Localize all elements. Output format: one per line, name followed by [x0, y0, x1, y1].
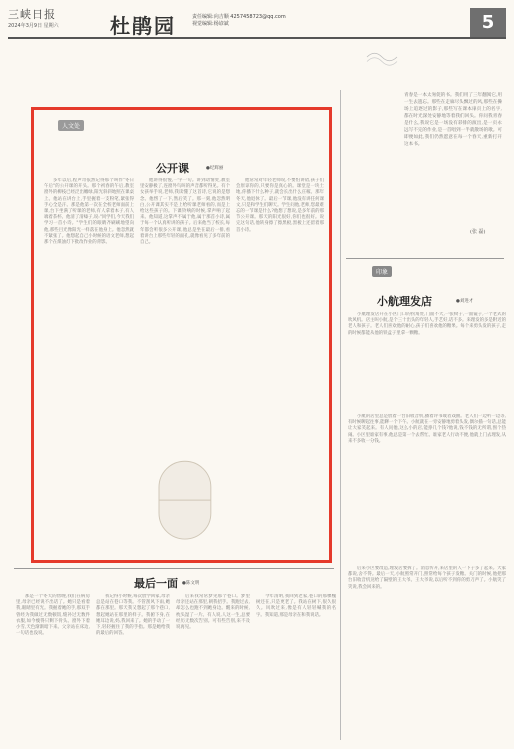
wave-illustration-icon [360, 42, 404, 72]
story3-column-4: 今年清明,我回到老家,巷口的那棵槐树还在,只是更老了。我站在树下,很久很久。风吹过来,像是有人轻轻喊我的名字。我知道,那是母亲在和我说话。 [256, 594, 336, 618]
story3-column-3: 后来我常常梦见那个巷口。梦里母亲还站在那里,朝我招手。我跑过去,却怎么也跑不到她身边。醒来的时候,枕头湿了一片。有人说,人这一生,总要经历无数次告别。可有些告别,来不及说再见。 [176, 594, 250, 631]
designer-label: 视觉编辑: [192, 21, 214, 27]
editor-label: 责任编辑: [192, 14, 214, 20]
capsule-illustration-icon [140, 452, 228, 552]
story1-tag: 人文处 [58, 120, 84, 131]
story3-byline: ●陈文明 [182, 581, 200, 586]
newspaper-logo: 三峡日报 [8, 8, 56, 21]
story2-column-2: 小航的店里总是放着一台旧收音机,播着评书或者戏曲。老人们一边听一边等,有时候聊起往事,能聊一个下午。小航就在一旁安静地剪着头发,偶尔插一句话,总能让大家笑起来。有人问他,这么小的店,能挣几个钱?他说,钱不钱的无所谓,图个热闹。小区里谁家有事,他总是第一个去帮忙。谁家老人行动不便,他就上门去理发,从来不多收一分钱。 [348, 414, 506, 444]
story3-title: 最后一面 [134, 577, 178, 590]
story2-column-1: 小航理发店开在小区门口的拐角处,门面不大,一张椅子,一面镜子,一个老式的吹风机。店主叫小航,是个三十出头的年轻人,手艺好,话不多。来理发的多是附近的老人和孩子。老人们喜欢他的耐心,孩子们喜欢他的糖果。每个来剪头发的孩子,走的时候都能从他的铁盒子里拿一颗糖。 [348, 312, 506, 336]
story1-title: 公开课 [156, 162, 189, 175]
designer-name: 杨谚斌 [213, 21, 229, 27]
editor-name: 向吉顺 [213, 14, 229, 20]
story1-column-1: 多年以后,程声奇依然记得那个叫作"冬日午后"的公开课的开头。那个初春的午后,教室窗外的柳枝已经泛出嫩绿,阳光斜斜地照在课桌上。他站在讲台上,手里握着一支粉笔,紧张得手心全是汗。那是他第一次在全校老师面前上课,台下坐满了听课的老师,有人拿着本子,有人端着茶杯。他清了清嗓子,说:"同学们,今天我们学习一首小诗。"学生们的眼睛齐刷刷地望向他,那些目光像阳光一样落在他身上。他忽然就不紧张了。他想起自己小时候的语文老师,想起那个在煤油灯下批改作业的背影。 [44, 178, 134, 246]
column-divider [340, 90, 341, 740]
editor-email: 4257458723@qq.com [230, 14, 286, 20]
story1-column-3: 他常常对年轻老师说,不要怕讲错,孩子们会原谅你的,只要你是真心的。课堂是一块土地,你播下什么种子,就会长出什么庄稼。那年冬天,他退休了。最后一节课,他没有讲任何课文,只是和学生们聊天。学生问他,老师,您最难忘的一节课是什么?他想了想说,是多年前的那节公开课。那天的阳光很好,你们也很好。说完这句话,他转身擦了擦黑板,黑板上还留着那首小诗。 [236, 178, 324, 233]
story2-byline: ●刘进才 [456, 299, 474, 304]
story2-column-3: 后来小区要改造,理发店要拆了。消息传开,来店里的人一下子多了起来。大家都说,舍不得。最后一天,小航照常开门,照常给每个孩子发糖。关门的时候,他把那台旧收音机送给了隔壁的王大爷。王大爷说,以后听不到你的剪刀声了。小航笑了笑说,我会回来的。 [348, 566, 506, 590]
story2-top-rule [346, 258, 504, 259]
page-number: 5 [470, 8, 506, 38]
poem-text: 青春是一本太匆促的书。我们用了三年翻阅它,用一生去遗忘。那些在走廊尽头飘过的风,那些在操场上追逐过的影子,那些写在课本扉页上的名字,都在时光深处安静地等着我们回头。你问我青春是什么,我说它是一场没有彩排的演出,是一页永远写不完的作业,是一首唱到一半就散场的歌。可即便如此,我们仍然愿意在每一个春天,重新打开这本书。 [404, 93, 502, 147]
story2-title: 小航理发店 [377, 295, 432, 308]
header-rule [8, 37, 506, 39]
story3-column-2: 我记得小时候,每次放学回家,母亲总是站在巷口等我。不管刮风下雨,她都在那里。那天我又想起了那个巷口,想起她站在那里的样子。我俯下身,在她耳边说,妈,我回来了。她的手动了一下,轻轻握住了我的手指。那是她给我的最后的回答。 [96, 594, 170, 637]
section-title: 杜鹃园 [110, 14, 176, 38]
poem-author: (张 磊) [470, 229, 486, 235]
story2-tag: 印象 [372, 266, 392, 277]
story3-column-1: 那是一个冬天的傍晚,我们在病房里,母亲已经说不出话了。她只是看着我,眼睛里有光。我握着她的手,那双手曾经为我做过无数顿饭,缝补过无数件衣服,如今瘦得只剩下骨头。窗外下着小雪,天色渐渐暗下来。父亲站在床边,一句话也没说。 [16, 594, 90, 637]
editor-info [192, 14, 286, 28]
story3-top-rule [14, 568, 334, 569]
story1-column-2: 他讲得很慢,一字一句。讲到动情处,教室里安静极了,连窗外鸟叫的声音都听得见。有个女孩举手说,老师,我读懂了这首诗,它说的是想念。他愣了一下,然后笑了。那一刻,他忽然明白,公开课其实不是上给听课老师看的,而是上给这些孩子的。下课铃响的时候,掌声响了起来。他知道,这掌声不属于他,属于那首小诗,属于每一个认真听讲的孩子。后来他当了校长,每年都会听很多公开课,他总是坐在最后一排,看着讲台上那些年轻的面孔,就像看见了多年前的自己。 [140, 178, 230, 246]
issue-date: 2024年3月9日 星期六 [8, 23, 59, 29]
story1-byline: ●纪辉丽 [206, 166, 224, 171]
